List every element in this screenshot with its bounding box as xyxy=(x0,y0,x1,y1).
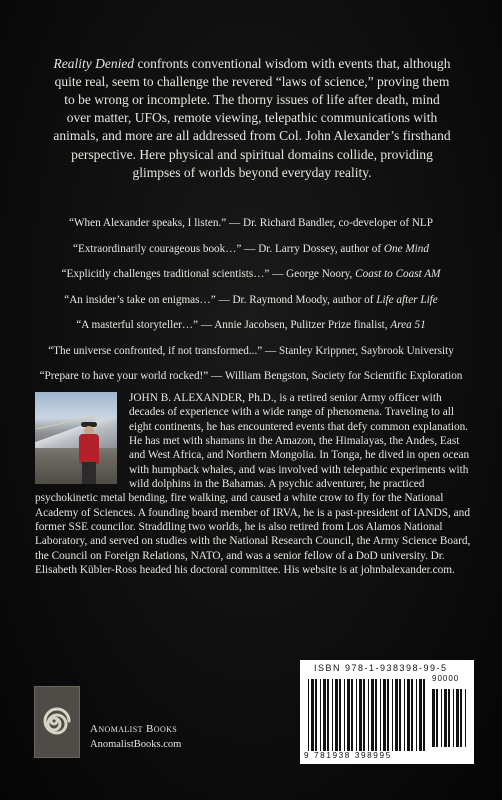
attribution-text: William Bengston, Society for Scientific Exploration xyxy=(224,370,463,382)
barcode-bar xyxy=(375,679,377,751)
quote-text: “The universe confronted, if not transformed...” xyxy=(48,344,263,357)
barcode-bar xyxy=(395,679,398,751)
quote-attribution xyxy=(279,345,454,357)
description-text: confronts conventional wisdom with events that, although quite real, seem to challenge the revered “laws of science,” proving them to be wrong or incomplete. The thorny issues of life after death, mind over matter, UFOs, remote viewing, telepathic communications with animals, and more are all addressed from Col. John Alexander’s firsthand perspective. Here physical and spiritual domains collide, providing glimpses of worlds beyond everyday reality. xyxy=(53,55,451,180)
publisher-logo xyxy=(34,686,80,758)
quote-attribution xyxy=(232,294,437,306)
quote-text: “When Alexander speaks, I listen.” xyxy=(69,217,227,229)
barcode-bar xyxy=(344,679,345,751)
barcode-bar xyxy=(392,679,393,751)
barcode-bar xyxy=(441,689,442,747)
attribution-text: Annie Jacobsen, Pulitzer Prize finalist, xyxy=(214,319,391,331)
attribution-text: Dr. Larry Dossey, author of xyxy=(258,242,384,255)
barcode-bar xyxy=(347,679,350,751)
isbn-label: ISBN 978-1-938398-99-5 xyxy=(314,663,448,673)
attribution-text: Stanley Krippner, Saybrook University xyxy=(279,344,454,357)
endorsement xyxy=(18,242,484,256)
barcode-bar xyxy=(432,689,435,747)
quote-text: “Explicitly challenges traditional scientists…” xyxy=(61,268,270,280)
barcode-bar xyxy=(363,679,365,751)
endorsement xyxy=(18,318,484,332)
barcode-bar xyxy=(311,679,314,751)
quote-dash: — xyxy=(262,344,280,357)
barcode-bar xyxy=(453,689,454,747)
quote-text: “Prepare to have your world rocked!” xyxy=(39,370,209,382)
barcode-bar xyxy=(416,679,417,751)
barcode-bar xyxy=(359,679,362,751)
attribution-work: Coast to Coast AM xyxy=(355,268,441,280)
quote-dash: — xyxy=(241,242,259,255)
barcode-bar xyxy=(399,679,401,751)
barcode-bar xyxy=(465,689,466,747)
barcode-bar xyxy=(368,679,369,751)
quote-dash: — xyxy=(269,268,287,280)
endorsement xyxy=(18,216,484,230)
quote-attribution xyxy=(214,319,426,331)
barcode-bar xyxy=(404,679,405,751)
barcode-digits: 9 781938 398995 xyxy=(304,751,392,760)
barcode-bar xyxy=(320,679,321,751)
barcode-bar xyxy=(407,679,410,751)
endorsement xyxy=(18,369,484,383)
barcode-bar xyxy=(383,679,386,751)
spiral-logo-icon xyxy=(35,687,79,757)
barcode-bar xyxy=(423,679,425,751)
author-bio xyxy=(35,391,475,577)
barcode-bar xyxy=(351,679,353,751)
barcode-bars xyxy=(304,675,470,751)
attribution-work: One Mind xyxy=(383,242,429,255)
barcode-bar xyxy=(315,679,317,751)
attribution-work: Life after Life xyxy=(376,293,438,306)
barcode-bar xyxy=(460,689,462,747)
barcode-bar xyxy=(332,679,333,751)
quote-text: “A masterful storyteller…” xyxy=(76,319,199,331)
endorsement xyxy=(18,293,484,307)
quote-dash: — xyxy=(215,293,233,306)
attribution-text: Dr. Richard Bandler, co-developer of NLP xyxy=(242,217,433,229)
barcode-bar xyxy=(380,679,381,751)
quote-dash: — xyxy=(198,319,215,331)
barcode-bar xyxy=(387,679,389,751)
quote-text: “Extraordinarily courageous book…” xyxy=(73,242,242,255)
publisher-website: AnomalistBooks.com xyxy=(90,739,182,750)
book-title: Reality Denied xyxy=(53,55,135,71)
barcode-bar xyxy=(339,679,341,751)
barcode-bar xyxy=(456,689,459,747)
barcode-bar xyxy=(308,679,309,751)
barcode-bar xyxy=(371,679,374,751)
quote-attribution xyxy=(258,243,429,255)
publisher-block xyxy=(34,686,244,758)
quote-text: “An insider’s take on enigmas…” xyxy=(64,293,216,306)
attribution-text: George Noory, xyxy=(286,268,356,280)
quote-attribution xyxy=(225,370,463,382)
endorsement xyxy=(18,267,484,281)
attribution-text: Dr. Raymond Moody, author of xyxy=(232,293,377,306)
endorsement xyxy=(18,344,484,358)
barcode-bar xyxy=(327,679,329,751)
barcode-bar xyxy=(436,689,438,747)
barcode-bar xyxy=(411,679,413,751)
barcode-bar xyxy=(444,689,447,747)
barcode-bar xyxy=(419,679,422,751)
endorsements xyxy=(18,216,484,395)
author-bio-text: JOHN B. ALEXANDER, Ph.D., is a retired senior Army officer with decades of experience with a wide range of phenomena. Traveling to all eight continents, he has encountered events that defy common explanation. He has met with shamans in the Amazon, the Himalayas, the Andes, East and West Africa, and Northern Mongolia. In Tonga, he dived in open ocean with humpback whales, and was involved with telepathic experiments with wild dolphins in the Bahamas. A psychic adventurer, he practiced psychokinetic metal bending, fire walking, and caused a white crow to fly for the National Academy of Sciences. A founding board member of IRVA, he is a past-president of IANDS, and former SSE councilor. Straddling two worlds, he is also retired from Los Alamos National Laboratory, and served on studies with the National Research Council, the Army Science Board, the Council on Foreign Relations, NATO, and was a senior fellow of a DoD university. Dr. Elisabeth Kübler-Ross headed his doctoral committee. His website is at johnbalexander.com. xyxy=(35,392,471,577)
barcode-bar xyxy=(323,679,326,751)
attribution-work: Area 51 xyxy=(390,319,426,331)
barcode-bar xyxy=(335,679,338,751)
quote-dash: — xyxy=(208,370,225,382)
isbn-barcode xyxy=(300,660,474,764)
quote-attribution xyxy=(286,268,440,280)
barcode-bar xyxy=(356,679,357,751)
quote-attribution xyxy=(243,217,433,229)
photo-spacer xyxy=(35,391,129,491)
quote-dash: — xyxy=(226,217,243,229)
book-description xyxy=(52,55,452,182)
price-code: 90000 xyxy=(432,674,460,683)
publisher-name: Anomalist Books xyxy=(90,723,178,735)
barcode-bar xyxy=(448,689,450,747)
